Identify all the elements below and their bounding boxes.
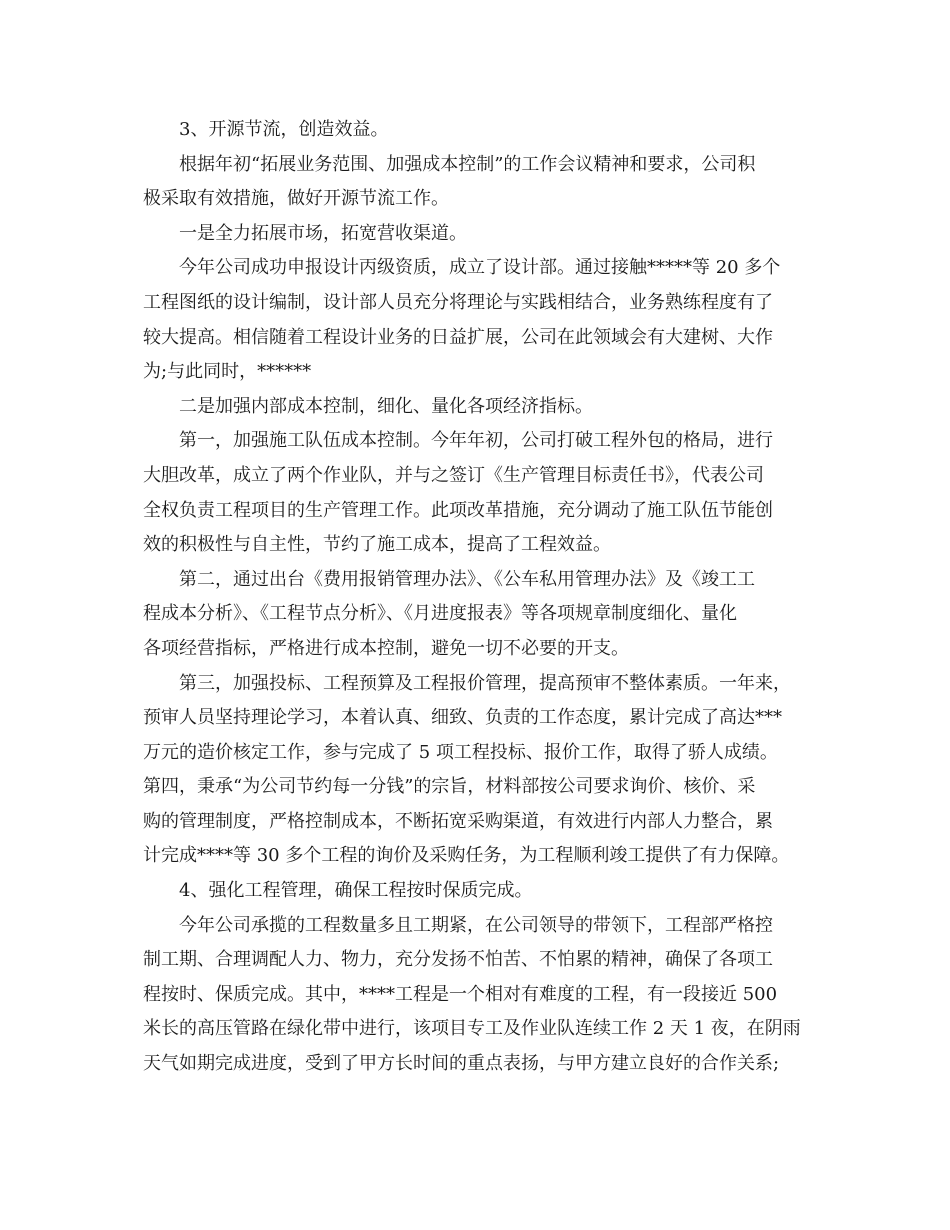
paragraph-line: 大胆改革，成立了两个作业队，并与之签订《生产管理目标责任书》，代表公司 [143, 464, 764, 486]
paragraph-first-line: 第一，加强施工队伍成本控制。今年年初，公司打破工程外包的格局，进行 [179, 430, 773, 452]
document-body [143, 113, 811, 1082]
paragraph-first-line: 今年公司承揽的工程数量多且工期紧，在公司领导的带领下，工程部严格控 [179, 914, 773, 936]
paragraph-first-line: 3、开源节流，创造效益。 [179, 119, 389, 140]
paragraph-first-line: 二是加强内部成本控制，细化、量化各项经济指标。 [179, 395, 593, 417]
paragraph-line: 全权负责工程项目的生产管理工作。此项改革措施，充分调动了施工队伍节能创 [143, 499, 773, 521]
paragraph-line: 效的积极性与自主性，节约了施工成本，提高了工程效益。 [143, 534, 611, 556]
paragraph-first-line: 第三，加强投标、工程预算及工程报价管理，提高预审不整体素质。一年来， [179, 672, 791, 694]
paragraph-line: 计完成****等 30 多个工程的询价及采购任务，为工程顺利竣工提供了有力保障。 [143, 845, 790, 867]
paragraph-first-line: 一是全力拓展市场，拓宽营收渠道。 [179, 222, 467, 244]
paragraph-line: 购的管理制度，严格控制成本，不断拓宽采购渠道，有效进行内部人力整合，累 [143, 810, 773, 832]
paragraph-line: 制工期、合理调配人力、物力，充分发扬不怕苦、不怕累的精神，确保了各项工 [143, 949, 773, 971]
paragraph-line: 第四，秉承“为公司节约每一分钱”的宗旨，材料部按公司要求询价、核价、采 [143, 776, 756, 798]
paragraph-line: 万元的造价核定工作，参与完成了 5 项工程投标、报价工作，取得了骄人成绩。 [143, 741, 778, 763]
paragraph-line: 程按时、保质完成。其中，****工程是一个相对有难度的工程，有一段接近 500 [143, 983, 778, 1005]
paragraph-line: 米长的高压管路在绿化带中进行，该项目专工及作业队连续工作 2 天 1 夜，在阴雨 [143, 1018, 801, 1040]
paragraph-line: 天气如期完成进度，受到了甲方长时间的重点表扬，与甲方建立良好的合作关系; [143, 1053, 780, 1075]
paragraph-first-line: 4、强化工程管理，确保工程按时保质完成。 [179, 880, 533, 902]
paragraph-first-line: 根据年初“拓展业务范围、加强成本控制”的工作会议精神和要求，公司积 [179, 153, 756, 175]
paragraph-line: 为;与此同时，****** [143, 361, 312, 383]
paragraph-line: 极采取有效措施，做好开源节流工作。 [143, 188, 449, 210]
paragraph-first-line: 第二，通过出台《费用报销管理办法》、《公车私用管理办法》及《竣工工 [179, 568, 755, 590]
paragraph-line: 程成本分析》、《工程节点分析》、《月进度报表》等各项规章制度细化、量化 [143, 603, 737, 625]
paragraph-line: 预审人员坚持理论学习，本着认真、细致、负责的工作态度，累计完成了高达*** [143, 707, 782, 729]
paragraph-line: 各项经营指标，严格进行成本控制，避免一切不必要的开支。 [143, 637, 629, 659]
paragraph-line: 工程图纸的设计编制，设计部人员充分将理论与实践相结合，业务熟练程度有了 [143, 291, 773, 313]
paragraph-line: 较大提高。相信随着工程设计业务的日益扩展，公司在此领域会有大建树、大作 [143, 326, 773, 348]
paragraph-first-line: 今年公司成功申报设计丙级资质，成立了设计部。通过接触*****等 20 多个 [179, 257, 781, 279]
